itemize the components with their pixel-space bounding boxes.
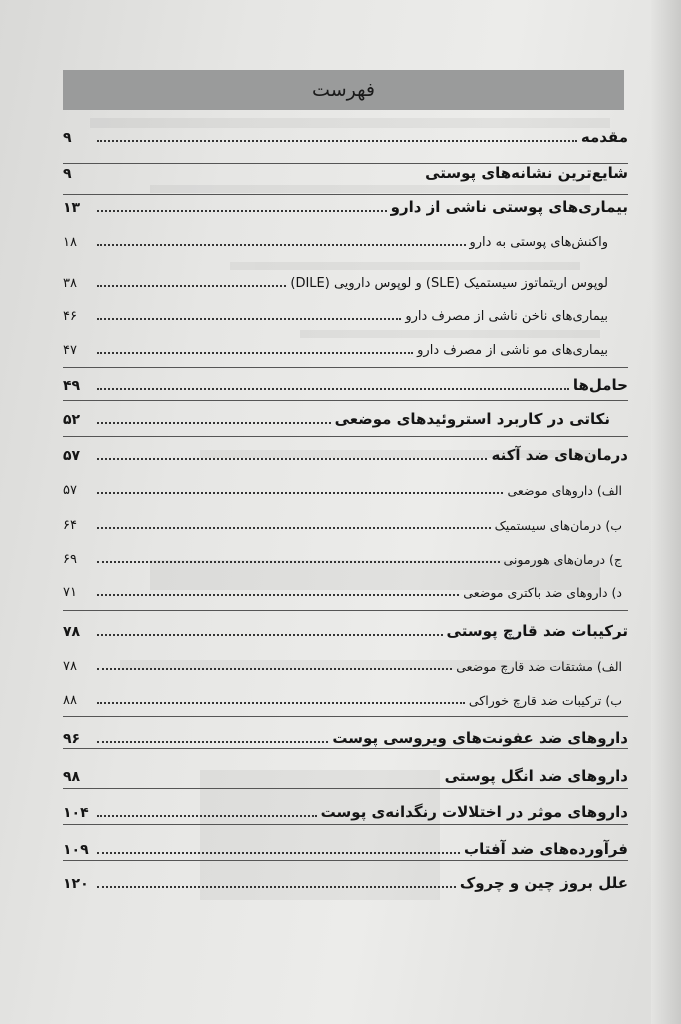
dot-leader (97, 740, 328, 743)
section-divider (63, 716, 628, 717)
toc-entry[interactable] (63, 470, 628, 500)
toc-entry-page: ۷۱ (63, 585, 77, 600)
dot-leader (97, 387, 569, 390)
toc-header-bar (63, 70, 624, 110)
section-divider (63, 824, 628, 825)
toc-entry-page: ۳۸ (63, 276, 77, 291)
dot-leader (97, 421, 331, 424)
toc-entry-page: ۱۳ (63, 200, 81, 216)
toc-entry[interactable] (63, 719, 628, 749)
toc-entry-title: نکاتی در کاربرد استروئیدهای موضعی (334, 410, 610, 428)
toc-entry-title: ج) درمان‌های هورمونی (503, 552, 622, 567)
dot-leader (97, 243, 466, 246)
toc-entry-title: الف) مشتقات ضد قارچ موضعی (456, 659, 622, 674)
toc-entry-page: ۵۷ (63, 448, 81, 464)
toc-entry[interactable] (63, 505, 628, 535)
dot-leader (97, 351, 413, 354)
toc-entry-title: داروهای ضد انگل پوستی (444, 767, 628, 785)
toc-entry-page: ۱۰۴ (63, 805, 89, 821)
toc-entry-title: د) داروهای ضد باکتری موضعی (463, 585, 622, 600)
toc-entry-title: درمان‌های ضد آکنه (491, 446, 628, 464)
toc-entry[interactable] (63, 680, 628, 710)
toc-entry-page: ۹۶ (63, 731, 81, 747)
toc-entry-page: ۱۰۹ (63, 842, 89, 858)
toc-entry-page: ۹۸ (63, 769, 81, 785)
toc-entry-page: ۴۹ (63, 378, 81, 394)
toc-entry[interactable] (63, 400, 628, 430)
dot-leader (97, 633, 443, 636)
toc-entry-page: ۸۸ (63, 693, 77, 708)
toc-entry-title: بیماری‌های مو ناشی از مصرف دارو (417, 343, 608, 358)
section-divider (63, 788, 628, 789)
toc-title: فهرست (312, 79, 375, 101)
toc-entry[interactable] (63, 572, 628, 602)
toc-entry-page: ۷۸ (63, 624, 81, 640)
toc-entry[interactable] (63, 154, 628, 184)
dot-leader (97, 560, 500, 563)
dot-leader (97, 667, 452, 670)
toc-entry-title: شایع‌ترین نشانه‌های پوستی (425, 164, 628, 182)
toc-entry[interactable] (63, 539, 628, 569)
page-edge (651, 0, 681, 1024)
dot-leader (97, 701, 465, 704)
toc-entry-page: ۴۷ (63, 343, 77, 358)
toc-entry-title: داروهای موثر در اختلالات رنگدانه‌ی پوست (320, 803, 628, 821)
toc-entry-page: ۵۲ (63, 412, 81, 428)
toc-entry-title: ب) ترکیبات ضد قارچ خوراکی (468, 693, 622, 708)
dot-leader (97, 526, 491, 529)
dot-leader (97, 593, 459, 596)
toc-entry-page: ۶۴ (63, 518, 77, 533)
toc-entry[interactable] (63, 830, 628, 860)
toc-entry-title: بیماری‌های ناخن ناشی از مصرف دارو (405, 309, 608, 324)
toc-entry[interactable] (63, 118, 628, 148)
toc-entry-page: ۷۸ (63, 659, 77, 674)
dot-leader (97, 317, 401, 320)
dot-leader (97, 209, 387, 212)
toc-entry[interactable] (63, 646, 628, 676)
toc-entry[interactable] (63, 864, 628, 894)
toc-entry-title: لوپوس اریتماتوز سیستمیک (SLE) و لوپوس دارویی (DILE) (290, 276, 608, 291)
toc-entry-page: ۱۸ (63, 235, 77, 250)
toc-entry-title: علل بروز چین و چروک (459, 874, 628, 892)
toc-entry[interactable] (63, 757, 628, 787)
toc-entry[interactable] (63, 612, 628, 642)
dot-leader (97, 457, 487, 460)
toc-entry-title: فرآورده‌های ضد آفتاب (464, 840, 628, 858)
toc-entry-title: الف) داروهای موضعی (507, 483, 622, 498)
toc-entry-page: ۱۲۰ (63, 876, 89, 892)
toc-entry[interactable] (63, 263, 628, 293)
toc-entry-title: ترکیبات ضد قارچ پوستی (446, 622, 628, 640)
toc-entry[interactable] (63, 436, 628, 466)
toc-entry-page: ۹ (63, 130, 72, 146)
toc-entry-title: حامل‌ها (572, 376, 628, 394)
toc-entry-title: ب) درمان‌های سیستمیک (494, 518, 622, 533)
dot-leader (97, 851, 460, 854)
toc-entry-title: مقدمه (580, 128, 628, 146)
toc-entry[interactable] (63, 222, 628, 252)
toc-entry[interactable] (63, 188, 628, 218)
toc-entry-page: ۶۹ (63, 552, 77, 567)
toc-entry[interactable] (63, 793, 628, 823)
dot-leader (97, 491, 503, 494)
toc-entry-title: داروهای ضد عفونت‌های ویروسی پوست (332, 729, 628, 747)
toc-entry-page: ۹ (63, 166, 72, 182)
dot-leader (97, 814, 317, 817)
dot-leader (97, 284, 286, 287)
toc-entry[interactable] (63, 296, 628, 326)
toc-entry[interactable] (63, 330, 628, 360)
toc-entry-title: بیماری‌های پوستی ناشی از دارو (390, 198, 628, 216)
dot-leader (97, 139, 577, 142)
toc-entry-title: واکنش‌های پوستی به دارو (469, 235, 608, 250)
section-divider (63, 860, 628, 861)
toc-entry-page: ۴۶ (63, 309, 77, 324)
toc-entry[interactable] (63, 366, 628, 396)
toc-entry-page: ۵۷ (63, 483, 77, 498)
section-divider (63, 610, 628, 611)
dot-leader (97, 885, 456, 888)
